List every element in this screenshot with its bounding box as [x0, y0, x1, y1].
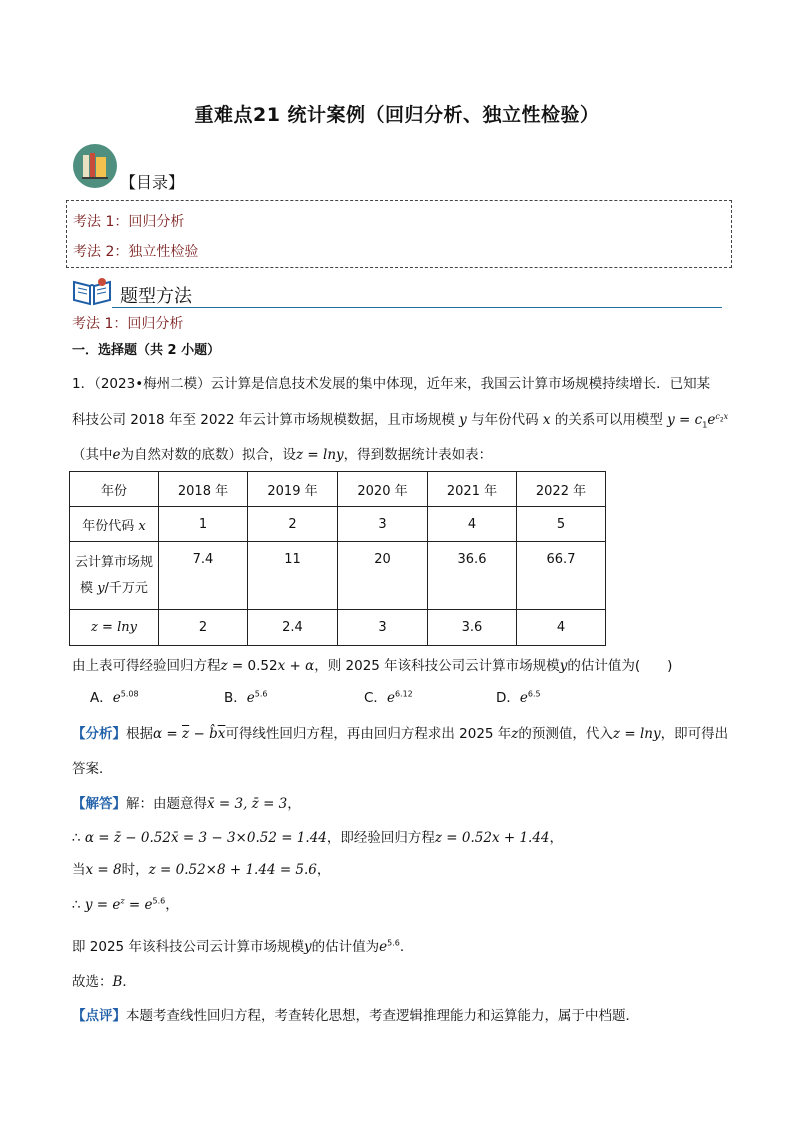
solution-line-5: 即 2025 年该科技公司云计算市场规模y的估计值为$e^{5.6}$．: [72, 938, 414, 955]
toc-heading: 【目录】: [120, 173, 185, 192]
solution-line-2: ∴ α = z̄ − 0.52x̄ = 3 − 3×0.52 = 1.44，即经验回归方程z = 0.52x + 1.44，: [72, 830, 564, 846]
table-cell: 20: [338, 542, 428, 610]
table-cell: 2022 年: [517, 472, 606, 507]
table-cell: 云计算市场规 模 y/千万元: [70, 542, 159, 610]
table-cell: 3: [338, 507, 428, 542]
solution-line-3: 当x = 8时，z = 0.52×8 + 1.44 = 5.6，: [72, 862, 331, 878]
table-cell: 2021 年: [428, 472, 517, 507]
table-row: [70, 472, 606, 507]
solution-line-1: 【解答】解：由题意得x̄ = 3, z̄ = 3，: [72, 796, 301, 812]
solution-choice: 故选：B．: [72, 974, 136, 990]
solution-tag: 【解答】: [72, 796, 126, 812]
section-divider: [112, 307, 722, 308]
table-cell: 7.4: [159, 542, 248, 610]
toc-item-1[interactable]: 考法 1：回归分析: [73, 214, 185, 230]
table-cell: 2019 年: [248, 472, 338, 507]
option-c[interactable]: C．$e^{6.12}$: [364, 689, 413, 706]
comment-tag: 【点评】: [72, 1008, 126, 1024]
table-cell: 2020 年: [338, 472, 428, 507]
table-cell: 3: [338, 610, 428, 646]
table-cell: 1: [159, 507, 248, 542]
table-cell: 4: [517, 610, 606, 646]
table-cell: 3.6: [428, 610, 517, 646]
table-cell: 2018 年: [159, 472, 248, 507]
table-cell: 2.4: [248, 610, 338, 646]
analysis-tag: 【分析】: [72, 726, 126, 742]
section-title: 题型方法: [120, 286, 192, 307]
option-d[interactable]: D．$e^{6.5}$: [496, 689, 541, 706]
table-cell: 36.6: [428, 542, 517, 610]
comment-line: 【点评】本题考查线性回归方程，考查转化思想，考查逻辑推理能力和运算能力，属于中档题．: [72, 1008, 639, 1024]
table-cell: z = lny: [70, 610, 159, 646]
toc-box: [66, 200, 732, 268]
catalog-logo-icon: [72, 143, 118, 189]
option-a[interactable]: A．$e^{5.08}$: [90, 689, 139, 706]
solution-line-4: ∴ $y = e^z = e^{5.6}$，: [72, 896, 179, 913]
data-table: [69, 471, 606, 646]
option-b[interactable]: B．$e^{5.6}$: [224, 689, 268, 706]
open-book-icon: [70, 274, 114, 308]
analysis-line-2: 答案．: [72, 761, 113, 777]
table-cell: 年份: [70, 472, 159, 507]
table-cell: 4: [428, 507, 517, 542]
table-row: [70, 610, 606, 646]
table-cell: 11: [248, 542, 338, 610]
problem-line-3: （其中e为自然对数的底数）拟合，设z = lny，得到数据统计表如表：: [72, 447, 493, 463]
analysis-line-1: 【分析】根据$\alpha = \overline{z}$ − $b̂\overline{x}$可得线性回归方程，再由回归方程求出 2025 年z的预测值，代入z = lny，即可得出: [72, 726, 729, 742]
table-cell: 2: [248, 507, 338, 542]
toc-item-2[interactable]: 考法 2：独立性检验: [73, 244, 199, 260]
table-cell: 2: [159, 610, 248, 646]
method-heading: 考法 1：回归分析: [72, 316, 184, 332]
question-line: 由上表可得经验回归方程z = 0.52x + α，则 2025 年该科技公司云计算市场规模y的估计值为( ): [72, 658, 673, 674]
problem-line-2: 科技公司 2018 年至 2022 年云计算市场规模数据，且市场规模 y 与年份代码 x 的关系可以用模型 $y = c_1e^{c_2x}$: [72, 411, 729, 430]
table-row: [70, 507, 606, 542]
part-heading: 一．选择题（共 2 小题）: [72, 343, 221, 358]
table-cell: 5: [517, 507, 606, 542]
table-cell: 66.7: [517, 542, 606, 610]
page-title: 重难点21 统计案例（回归分析、独立性检验）: [194, 104, 600, 126]
table-row: [70, 542, 606, 610]
table-cell: 年份代码 x: [70, 507, 159, 542]
problem-line-1: 1．（2023•梅州二模）云计算是信息技术发展的集中体现，近年来，我国云计算市场规模持续增长．已知某: [72, 376, 711, 392]
